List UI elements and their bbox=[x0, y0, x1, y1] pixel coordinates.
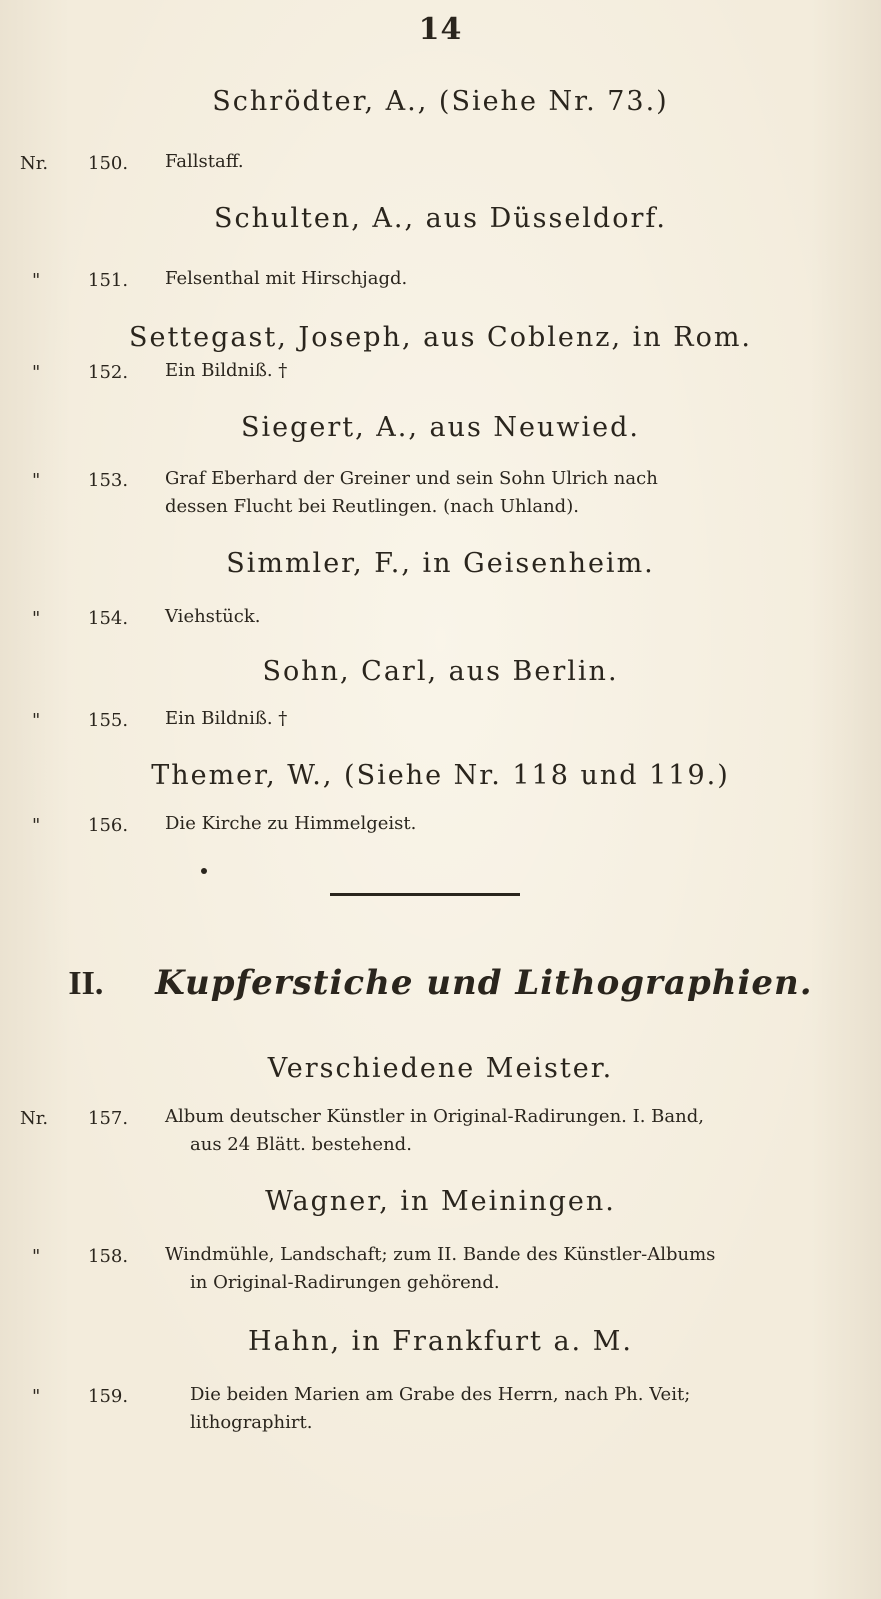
artist-heading: Sohn, Carl, aus Berlin. bbox=[262, 656, 619, 687]
entry-number: 153. bbox=[88, 470, 129, 491]
artist-heading: Hahn, in Frankfurt a. M. bbox=[248, 1326, 633, 1357]
entry-mark: " bbox=[32, 710, 41, 731]
entry-mark: " bbox=[32, 1386, 41, 1407]
section-heading bbox=[0, 963, 881, 1003]
entry-mark: " bbox=[32, 470, 41, 491]
artist-heading: Siegert, A., aus Neuwied. bbox=[240, 412, 641, 443]
section-roman-numeral: II. bbox=[68, 965, 104, 1002]
page-number: 14 bbox=[418, 12, 463, 47]
entry-number: 154. bbox=[88, 608, 129, 629]
entry-description: Graf Eberhard der Greiner und sein Sohn Ulrich nach bbox=[165, 468, 658, 489]
entry-description: dessen Flucht bei Reutlingen. (nach Uhland). bbox=[165, 496, 579, 517]
entry-description: aus 24 Blätt. bestehend. bbox=[190, 1134, 412, 1155]
entry-description: Album deutscher Künstler in Original-Radirungen. I. Band, bbox=[165, 1106, 704, 1127]
entry-mark: " bbox=[32, 608, 41, 629]
stray-dot bbox=[201, 868, 207, 874]
entry-description: Felsenthal mit Hirschjagd. bbox=[165, 268, 408, 289]
section-title: Kupferstiche und Lithographien. bbox=[155, 963, 813, 1003]
entry-number: 155. bbox=[88, 710, 129, 731]
entry-description: Die beiden Marien am Grabe des Herrn, nach Ph. Veit; bbox=[190, 1384, 691, 1405]
entry-mark: Nr. bbox=[20, 153, 49, 174]
entry-mark: " bbox=[32, 362, 41, 383]
artist-heading: Simmler, F., in Geisenheim. bbox=[226, 548, 655, 579]
entry-description: Ein Bildniß. † bbox=[165, 360, 288, 381]
catalog-entry bbox=[20, 1246, 860, 1306]
entry-description: lithographirt. bbox=[190, 1412, 313, 1433]
entry-description: Viehstück. bbox=[165, 606, 261, 627]
entry-number: 152. bbox=[88, 362, 129, 383]
artist-heading: Settegast, Joseph, aus Coblenz, in Rom. bbox=[128, 322, 753, 353]
entry-number: 151. bbox=[88, 270, 129, 291]
entry-description: Ein Bildniß. † bbox=[165, 708, 288, 729]
entry-description: in Original-Radirungen gehörend. bbox=[190, 1272, 500, 1293]
catalog-entry bbox=[20, 1386, 860, 1446]
entry-number: 158. bbox=[88, 1246, 129, 1267]
entry-description: Windmühle, Landschaft; zum II. Bande des Künstler-Albums bbox=[165, 1244, 716, 1265]
catalog-entry bbox=[20, 1108, 860, 1168]
artist-heading: Schrödter, A., (Siehe Nr. 73.) bbox=[212, 86, 669, 117]
artist-heading: Wagner, in Meiningen. bbox=[265, 1186, 616, 1217]
entry-mark: " bbox=[32, 815, 41, 836]
artist-heading: Themer, W., (Siehe Nr. 118 und 119.) bbox=[151, 760, 730, 791]
entry-number: 156. bbox=[88, 815, 129, 836]
entry-mark: " bbox=[32, 1246, 41, 1267]
entry-description: Fallstaff. bbox=[165, 151, 244, 172]
catalog-entry bbox=[20, 470, 860, 530]
artist-heading: Schulten, A., aus Düsseldorf. bbox=[213, 203, 667, 234]
entry-mark: Nr. bbox=[20, 1108, 49, 1129]
entry-number: 157. bbox=[88, 1108, 129, 1129]
entry-number: 150. bbox=[88, 153, 129, 174]
entry-mark: " bbox=[32, 270, 41, 291]
entry-number: 159. bbox=[88, 1386, 129, 1407]
entry-description: Die Kirche zu Himmelgeist. bbox=[165, 813, 417, 834]
section-divider bbox=[330, 893, 520, 896]
artist-heading: Verschiedene Meister. bbox=[267, 1053, 614, 1084]
